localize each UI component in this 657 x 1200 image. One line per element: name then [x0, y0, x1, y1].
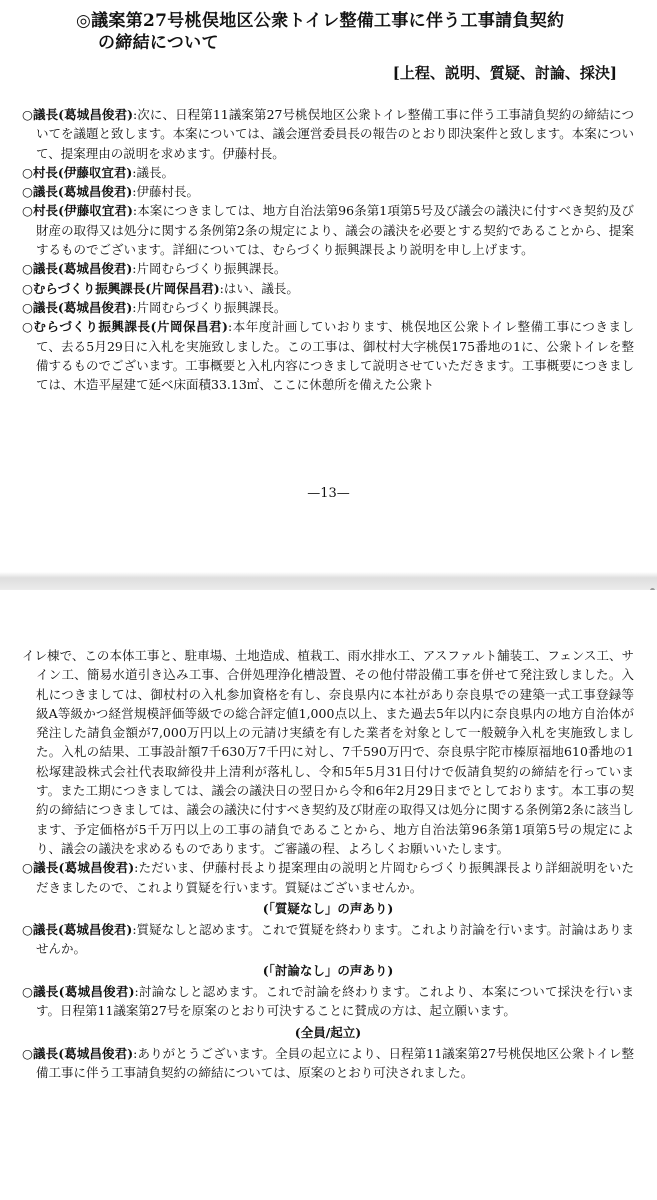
document-page-13	[0, 0, 657, 510]
statement-text: :本年度計画していおります、桃俣地区公衆トイレ整備工事につきまして、去る5月29日に入札を実施致しました。この工事は、御杖村大字桃俣175番地の1に、公衆トイレを整備するものでございます。工事概要と入札内容につきまして説明させていただきます。工事概要につきましては、木造平屋建て延べ床面積33.13㎡、ここに休憩所を備えた公衆ト	[36, 319, 634, 393]
speaker-name: ○議長(葛城昌俊君)	[22, 1045, 134, 1061]
statement-entry	[22, 259, 634, 278]
statement-entry	[22, 163, 634, 182]
page-separator	[0, 510, 657, 590]
statement-entry	[22, 317, 634, 394]
title-line-1: ◎議案第27号桃俣地区公衆トイレ整備工事に伴う工事請負契約	[76, 11, 565, 31]
speaker-name: ○議長(葛城昌俊君)	[22, 261, 133, 277]
statement-entry	[22, 982, 634, 1021]
speaker-name: ○議長(葛城昌俊君)	[22, 860, 135, 876]
agenda-item-title	[76, 10, 636, 54]
statement-entry	[22, 279, 634, 298]
statement-text: :質疑なしと認めます。これで質疑を終わります。これより討論を行います。討論はありませんか。	[36, 922, 634, 957]
statement-entry	[22, 1044, 634, 1083]
speaker-name: ○村長(伊藤収宜君)	[22, 203, 133, 219]
speaker-name: ○議長(葛城昌俊君)	[22, 984, 135, 1000]
statement-text: :議長。	[132, 164, 174, 180]
statement-text: :次に、日程第11議案第27号桃俣地区公衆トイレ整備工事に伴う工事請負契約の締結についてを議題と致します。本案については、議会運営委員長の報告のとおり即決案件と致します。本案について、提案理由の説明を求めます。伊藤村長。	[36, 107, 634, 161]
minutes-body	[22, 105, 634, 394]
speaker-name: ○議長(葛城昌俊君)	[22, 922, 133, 938]
statement-text: :はい、議長。	[219, 280, 299, 296]
minutes-body-continued	[22, 646, 634, 1083]
statement-text: イレ棟で、この本体工事と、駐車場、土地造成、植栽工、雨水排水工、アスファルト舗装工、フェンス工、サイン工、簡易水道引き込み工事、合併処理浄化槽設置、その他付帯設備工事を併せて発注致しました。入札につきましては、御杖村の入札参加資格を有し、奈良県内に本社があり奈良県での建築一式工事登録等級A等級かつ経営規模評価等級での総合評定値1,000点以上、また過去5年以内に奈良県内の地方自治体が発注した請負金額が7,000万円以上の元請け実績を有した業者を対象として一般競争入札を実施致しました。入札の結果、工事設計額7千630万7千円に対し、7千590万円で、奈良県宇陀市榛原福地610番地の1松塚建設株式会社代表取締役井上清利が落札し、令和5年5月31日付けで仮請負契約の締結を行っています。また工期につきましては、議会の議決日の翌日から令和6年2月29日までとしております。本工事の契約の締結につきましては、議会の議決に付すべき契約及び財産の取得又は処分に関する条例第2条に該当します、予定価格が5千万円以上の工事の請負であることから、地方自治法第96条第1項第5号の規定により、議会の議決を求めるものであります。ご審議の程、よろしくお願いいたします。	[22, 648, 634, 856]
statement-entry	[22, 858, 634, 897]
document-page-14	[0, 590, 657, 1200]
statement-entry	[22, 920, 634, 959]
statement-text: :本案につきましては、地方自治法第96条第1項第5号及び議会の議決に付すべき契約及び財産の取得又は処分に関する条例第2条の規定により、議会の議決を必要とする契約であることから、提案するものでございます。詳細については、むらづくり振興課長より説明を申し上げます。	[36, 203, 634, 258]
speaker-name: ○議長(葛城昌俊君)	[22, 299, 133, 315]
statement-text: :片岡むらづくり振興課長。	[132, 299, 287, 315]
speaker-name: ○むらづくり振興課長(片岡保昌君)	[22, 280, 220, 296]
floor-voice-note: (「質疑なし」の声あり)	[262, 900, 394, 916]
statement-text: :討論なしと認めます。これで討論を終わります。これより、本案について採決を行います。日程第11議案第27号を原案のとおり可決することに賛成の方は、起立願います。	[36, 984, 634, 1019]
speaker-name: ○村長(伊藤収宜君)	[22, 164, 133, 180]
speaker-name: ○議長(葛城昌俊君)	[22, 184, 133, 200]
speaker-name: ○議長(葛城昌俊君)	[22, 107, 134, 122]
page-number: —13—	[307, 486, 350, 501]
speaker-name: ○むらづくり振興課長(片岡保昌君)	[22, 319, 228, 335]
statement-entry	[22, 298, 634, 317]
continued-statement	[22, 646, 634, 858]
statement-entry	[22, 201, 634, 259]
statement-entry	[22, 105, 634, 163]
statement-entry	[22, 182, 634, 201]
title-line-2: の締結について	[98, 33, 219, 53]
statement-text: :ただいま、伊藤村長より提案理由の説明と片岡むらづくり振興課長より詳細説明をいただきましたので、これより質疑を行います。質疑はございませんか。	[36, 860, 634, 895]
statement-text: :ありがとうございます。全員の起立により、日程第11議案第27号桃俣地区公衆トイレ整備工事に伴う工事請負契約の締結については、原案のとおり可決されました。	[36, 1045, 634, 1081]
floor-voice-note: (「討論なし」の声あり)	[262, 962, 394, 978]
procedure-bracket: [上程、説明、質疑、討論、採決]	[392, 64, 617, 82]
floor-voice-note: (全員/起立)	[294, 1024, 362, 1040]
statement-text: :伊藤村長。	[132, 184, 199, 200]
statement-text: :片岡むらづくり振興課長。	[132, 261, 287, 277]
